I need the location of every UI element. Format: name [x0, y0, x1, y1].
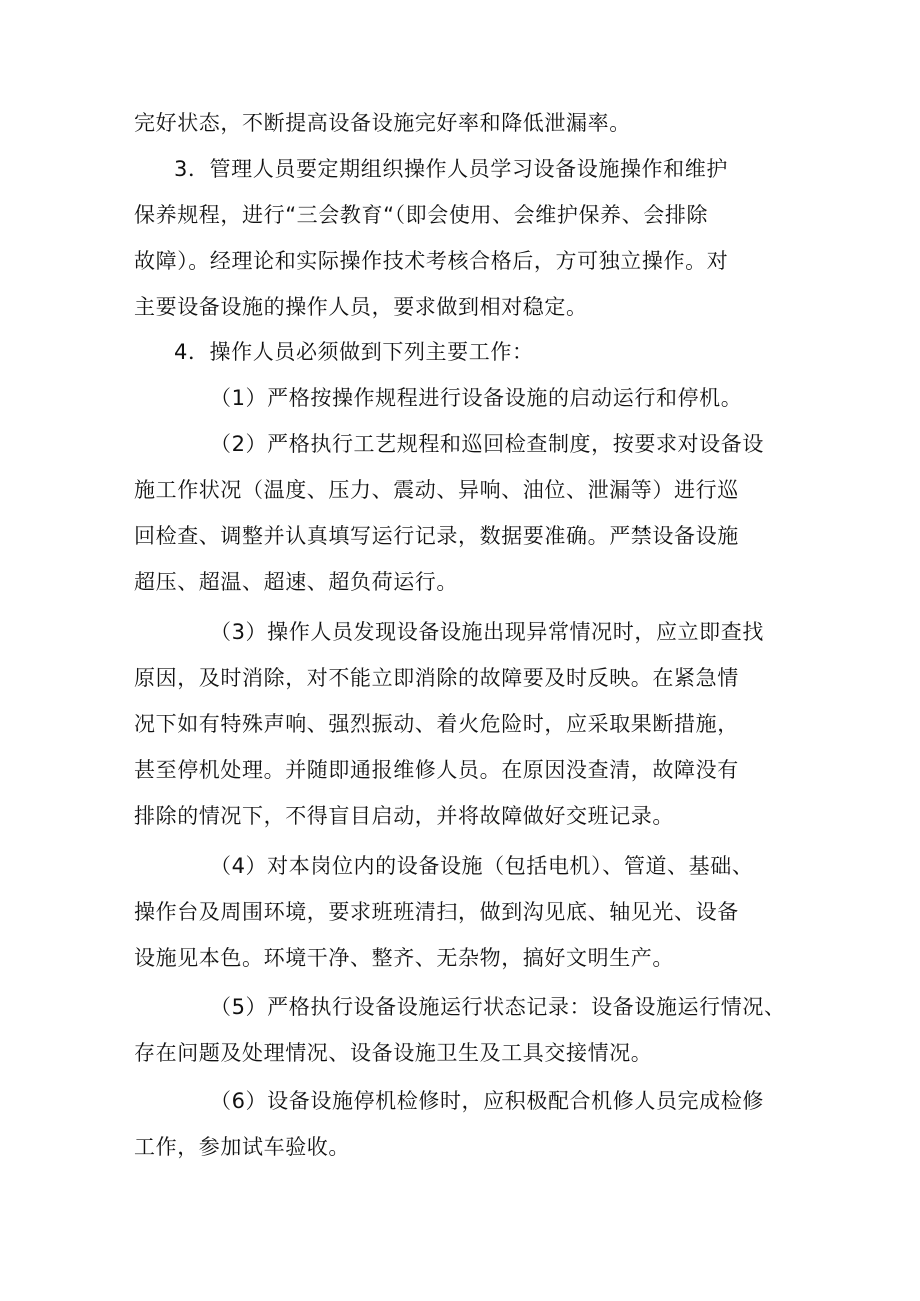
text-line: 工作，参加试车验收。	[134, 1135, 350, 1159]
text-line: （6）设备设施停机检修时，应积极配合机修人员完成检修	[210, 1089, 764, 1113]
text-line: （5）严格执行设备设施运行状态记录：设备设施运行情况、	[210, 995, 786, 1019]
paragraph-subitem-6	[134, 1078, 796, 1170]
paragraph-subitem-5	[134, 984, 796, 1076]
text-line: 超压、超温、超速、超负荷运行。	[134, 570, 458, 594]
paragraph-item-4	[134, 329, 796, 375]
text-line: 完好状态，不断提高设备设施完好率和降低泄漏率。	[134, 111, 631, 135]
paragraph-subitem-1	[134, 375, 796, 421]
paragraph-subitem-3	[134, 609, 796, 839]
text-line: 甚至停机处理。并随即通报维修人员。在原因没查清，故障没有	[134, 758, 739, 782]
text-line: 排除的情况下，不得盲目启动，并将故障做好交班记录。	[134, 804, 674, 828]
paragraph-item-3	[134, 146, 796, 330]
text-line: 设施见本色。环境干净、整齐、无杂物，搞好文明生产。	[134, 946, 674, 970]
text-line: 3．管理人员要定期组织操作人员学习设备设施操作和维护	[174, 157, 728, 181]
text-line: 保养规程，进行“三会教育“（即会使用、会维护保养、会排除	[134, 203, 709, 227]
text-line: （3）操作人员发现设备设施出现异常情况时，应立即查找	[210, 620, 764, 644]
paragraph-subitem-4	[134, 843, 796, 981]
text-line: 施工作状况（温度、压力、震动、异响、油位、泄漏等）进行巡	[134, 478, 739, 502]
paragraph-continuation	[134, 100, 796, 146]
text-line: 主要设备设施的操作人员，要求做到相对稳定。	[134, 295, 588, 319]
text-line: 故障）。经理论和实际操作技术考核合格后，方可独立操作。对	[134, 249, 729, 273]
paragraph-subitem-2	[134, 421, 796, 605]
text-line: （4）对本岗位内的设备设施（包括电机）、管道、基础、	[210, 854, 754, 878]
text-line: 原因，及时消除，对不能立即消除的故障要及时反映。在紧急情	[134, 666, 739, 690]
text-line: （2）严格执行工艺规程和巡回检查制度，按要求对设备设	[210, 432, 764, 456]
text-line: 4．操作人员必须做到下列主要工作：	[174, 340, 534, 364]
text-line: 回检查、调整并认真填写运行记录，数据要准确。严禁设备设施	[134, 524, 739, 548]
text-line: 存在问题及处理情况、设备设施卫生及工具交接情况。	[134, 1041, 653, 1065]
text-line: 况下如有特殊声响、强烈振动、着火危险时，应采取果断措施，	[134, 712, 739, 736]
text-line: （1）严格按操作规程进行设备设施的启动运行和停机。	[210, 386, 743, 410]
text-line: 操作台及周围环境，要求班班清扫，做到沟见底、轴见光、设备	[134, 900, 739, 924]
